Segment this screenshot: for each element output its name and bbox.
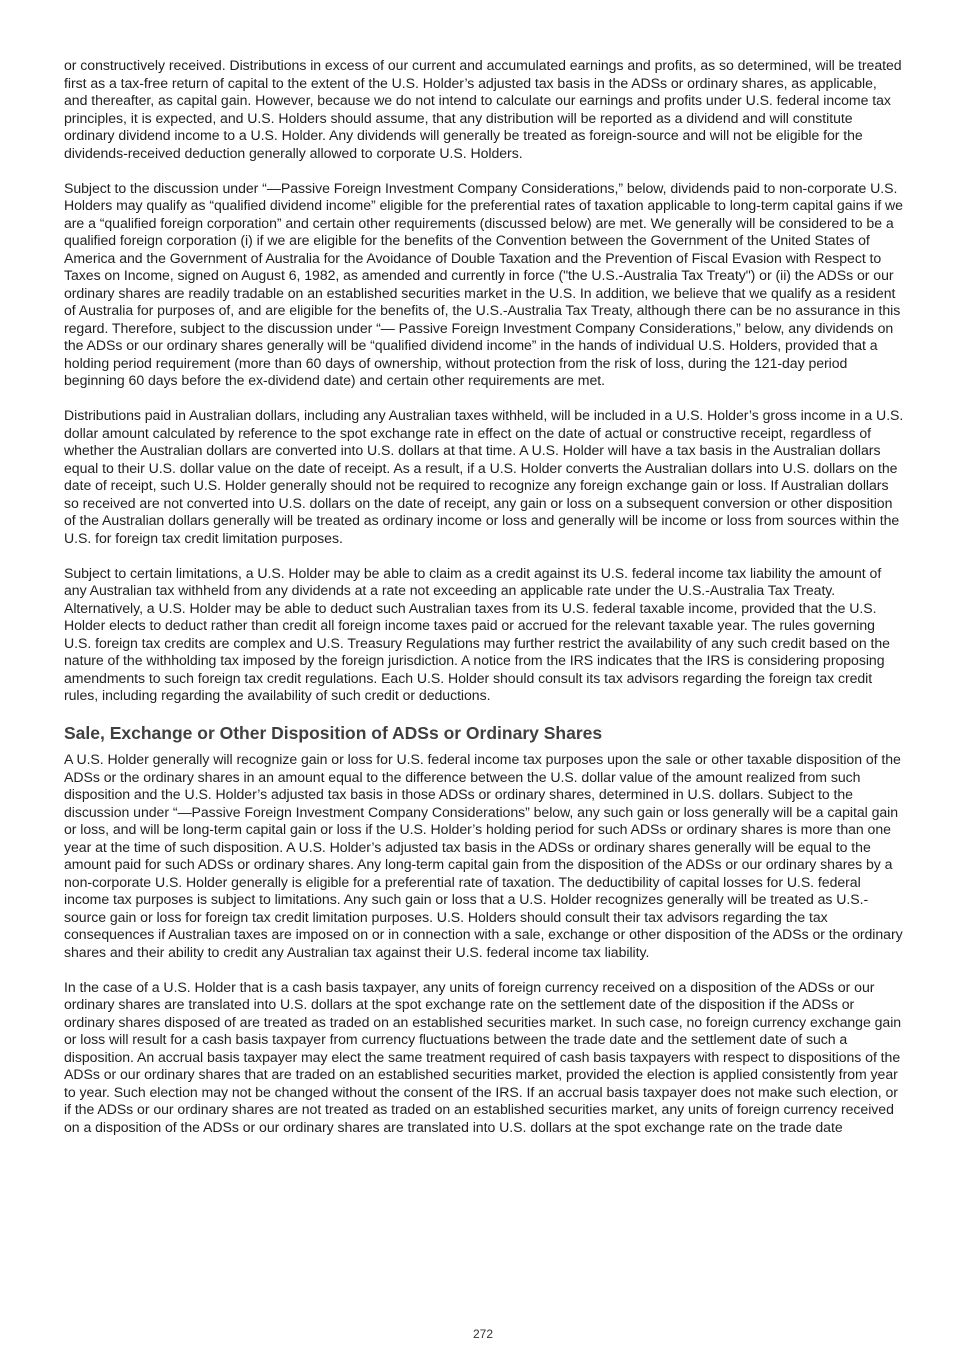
paragraph-qualified-dividend-income: Subject to the discussion under “—Passive Foreign Investment Company Considerations,” below, dividends paid to non-corporate U.S. Holders may qualify as “qualified dividend income” eligible for the preferential rates of taxation applicable to long-term capital gains if we are a “qualified foreign corporation” and certain other requirements (discussed below) are met. We generally will be considered to be a qualified foreign corporation (i) if we are eligible for the benefits of the Convention between the Government of the United States of America and the Government of Australia for the Avoidance of Double Taxation and the Prevention of Fiscal Evasion with Respect to Taxes on Income, signed on August 6, 1982, as amended and currently in force ("the U.S.-Australia Tax Treaty") or (ii) the ADSs or our ordinary shares are readily tradable on an established securities market in the U.S. In addition, we believe that we qualify as a resident of Australia for purposes of, and are eligible for the benefits of, the U.S.-Australia Tax Treaty, although there can be no assurance in this regard. Therefore, subject to the discussion under “— Passive Foreign Investment Company Considerations,” below, any dividends on the ADSs or our ordinary shares generally will be “qualified dividend income” in the hands of individual U.S. Holders, provided that a holding period requirement (more than 60 days of ownership, without protection from the risk of loss, during the 121-day period beginning 60 days before the ex-dividend date) and certain other requirements are met.	[64, 179, 903, 388]
paragraph-foreign-tax-credit: Subject to certain limitations, a U.S. Holder may be able to claim as a credit against its U.S. federal income tax liability the amount of any Australian tax withheld from any dividends at a rate not exceeding an applicable rate under the U.S.-Australia Tax Treaty. Alternatively, a U.S. Holder may be able to deduct such Australian taxes from its U.S. federal taxable income, provided that the U.S. Holder elects to deduct rather than credit all foreign income taxes paid or accrued for the relevant taxable year. The rules governing U.S. foreign tax credits are complex and U.S. Treasury Regulations may further restrict the availability of any such credit based on the nature of the withholding tax imposed by the foreign jurisdiction. A notice from the IRS indicates that the IRS is considering proposing amendments to such foreign tax credit regulations. Each U.S. Holder should consult its tax advisors regarding the foreign tax credit rules, including regarding the availability of such credit or deductions.	[64, 564, 890, 703]
paragraph-australian-dollar-distributions: Distributions paid in Australian dollars, including any Australian taxes withheld, will be included in a U.S. Holder’s gross income in a U.S. dollar amount calculated by reference to the spot exchange rate in effect on the date of actual or constructive receipt, regardless of whether the Australian dollars are converted into U.S. dollars at that time. A U.S. Holder will have a tax basis in the Australian dollars equal to their U.S. dollar value on the date of receipt. As a result, if a U.S. Holder converts the Australian dollars into U.S. dollars on the date of receipt, such U.S. Holder generally should not be required to recognize any foreign exchange gain or loss. If Australian dollars so received are not converted into U.S. dollars on the date of receipt, any gain or loss on a subsequent conversion or other disposition of the Australian dollars generally will be treated as ordinary income or loss and generally will be income or loss from sources within the U.S. for foreign tax credit limitation purposes.	[64, 407, 904, 546]
paragraph-cash-basis-taxpayer: In the case of a U.S. Holder that is a cash basis taxpayer, any units of foreign currency received on a disposition of the ADSs or our ordinary shares are translated into U.S. dollars at the spot exchange rate on the settlement date of the disposition if the ADSs or ordinary shares disposed of are treated as traded on an established securities market. In such case, no foreign currency exchange gain or loss will result for a cash basis taxpayer from currency fluctuations between the trade date and the settlement date of such a disposition. An accrual basis taxpayer may elect the same treatment required of cash basis taxpayers with respect to dispositions of the ADSs or our ordinary shares that are traded on an established securities market, provided the election is applied consistently from year to year. Such election may not be changed without the consent of the IRS. If an accrual basis taxpayer does not make such election, or if the ADSs or our ordinary shares are not treated as traded on an established securities market, any units of foreign currency received on a disposition of the ADSs or our ordinary shares are translated into U.S. dollars at the spot exchange rate on the trade date	[64, 978, 902, 1135]
page-number: 272	[472, 1327, 494, 1341]
paragraph-gain-or-loss: A U.S. Holder generally will recognize gain or loss for U.S. federal income tax purposes upon the sale or other taxable disposition of the ADSs or the ordinary shares in an amount equal to the difference between the U.S. dollar value of the amount realized from such disposition and the U.S. Holder’s adjusted tax basis in those ADSs or ordinary shares, determined in U.S. dollars. Subject to the discussion under “—Passive Foreign Investment Company Considerations” below, any such gain or loss generally will be a capital gain or loss, and will be long-term capital gain or loss if the U.S. Holder’s holding period for such ADSs or ordinary shares is more than one year at the time of such disposition. A U.S. Holder’s adjusted tax basis in the ADSs or ordinary shares generally will be equal to the amount paid for such ADSs or ordinary shares. Any long-term capital gain from the disposition of the ADSs or our ordinary shares by a non-corporate U.S. Holder generally is eligible for a preferential rate of taxation. The deductibility of capital losses for U.S. federal income tax purposes is subject to limitations. Any such gain or loss that a U.S. Holder recognizes generally will be treated as U.S.-source gain or loss for foreign tax credit limitation purposes. U.S. Holders should consult their tax advisors regarding the tax consequences if Australian taxes are imposed on or in connection with a sale, exchange or other disposition of the ADSs or the ordinary shares and their ability to credit any Australian tax against their U.S. federal income tax liability.	[64, 751, 903, 960]
paragraph-distributions-excess: or constructively received. Distributions in excess of our current and accumulated earnings and profits, as so determined, will be treated first as a tax-free return of capital to the extent of the U.S. Holder’s adjusted tax basis in the ADSs or ordinary shares, as applicable, and thereafter, as capital gain. However, because we do not intend to calculate our earnings and profits under U.S. federal income tax principles, it is expected, and U.S. Holders should assume, that any distribution will be reported as a dividend and will constitute ordinary dividend income to a U.S. Holder. Any dividends will generally be treated as foreign-source and will not be eligible for the dividends-received deduction generally allowed to corporate U.S. Holders.	[64, 57, 902, 161]
section-heading-sale-exchange: Sale, Exchange or Other Disposition of ADSs or Ordinary Shares	[64, 723, 603, 743]
document-body	[64, 57, 904, 1154]
